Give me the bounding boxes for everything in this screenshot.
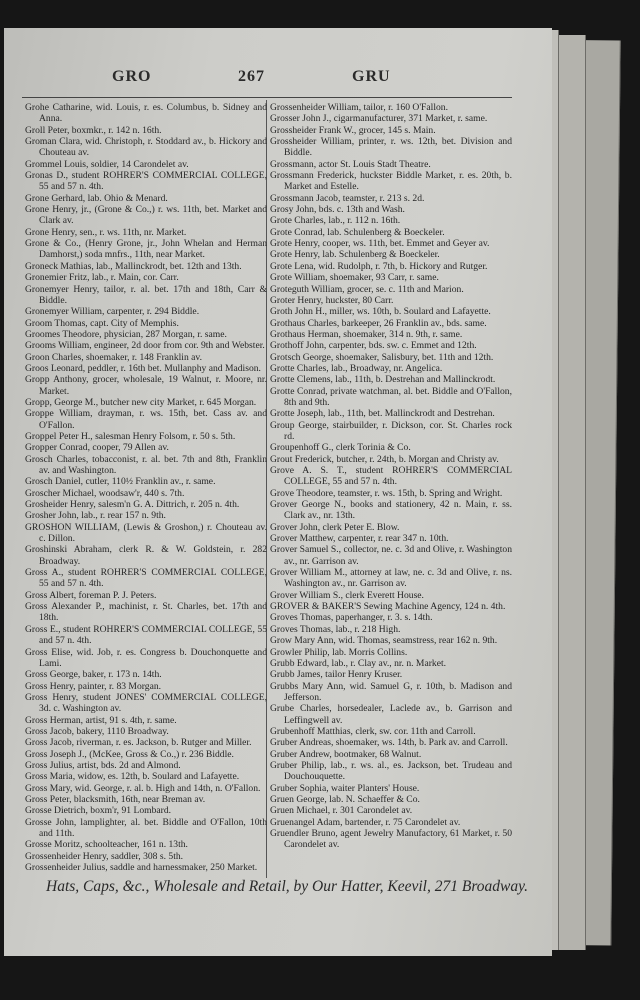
- directory-entry: Gross Alexander P., machinist, r. St. Charles, bet. 17th and 18th.: [25, 601, 267, 624]
- directory-entry: Gruber Philip, lab., r. ws. al., es. Jackson, bet. Trudeau and Douchouquette.: [270, 759, 512, 783]
- directory-entry: Grossmann Frederick, huckster Biddle Market, r. es. 20th, b. Market and Estelle.: [270, 170, 512, 193]
- directory-entry: Grubenhoff Matthias, clerk, sw. cor. 11th and Carroll.: [270, 725, 476, 737]
- directory-entry: Gross George, baker, r. 173 n. 14th.: [25, 669, 162, 681]
- right-column: [270, 102, 512, 851]
- directory-entry: Gross Jacob, bakery, 1110 Broadway.: [25, 725, 169, 737]
- directory-entry: Grothaus Herman, shoemaker, 314 n. 9th, r. same.: [270, 328, 463, 340]
- directory-entry: Groter Henry, huckster, 80 Carr.: [270, 294, 394, 306]
- directory-entry: Gross Henry, student JONES' COMMERCIAL COLLEGE, 3d. c. Washington av.: [25, 691, 267, 715]
- footer-advertisement: Hats, Caps, &c., Wholesale and Retail, by Our Hatter, Keevil, 271 Broadway.: [46, 878, 529, 895]
- directory-entry: Grone Henry, jr., (Grone & Co.,) r. ws. 11th, bet. Market and Clark av.: [25, 204, 267, 227]
- directory-entry: Gronemyer Henry, tailor, r. al. bet. 17th and 18th, Carr & Biddle.: [25, 283, 267, 306]
- directory-entry: Gross E., student ROHRER'S COMMERCIAL COLLEGE, 55 and 57 n. 4th.: [25, 623, 267, 647]
- directory-entry: Groscher Michael, woodsaw'r, 440 s. 7th.: [25, 487, 185, 499]
- directory-entry: Gropp, George M., butcher new city Market, r. 645 Morgan.: [25, 396, 257, 408]
- directory-entry: Groteguth William, grocer, se. c. 11th and Marion.: [270, 283, 464, 295]
- directory-entry: Grosse John, lamplighter, al. bet. Biddle and O'Fallon, 10th and 11th.: [25, 816, 267, 839]
- directory-entry: Gross Julius, artist, bds. 2d and Almond.: [25, 759, 181, 771]
- directory-entry: Grossenheider Henry, saddler, 308 s. 5th.: [25, 850, 184, 862]
- directory-entry: Grossmann, actor St. Louis Stadt Theatre.: [270, 158, 431, 170]
- directory-entry: Grotte Conrad, private watchman, al. bet. Biddle and O'Fallon, 8th and 9th.: [270, 385, 512, 408]
- left-guide-word: GRO: [112, 68, 152, 85]
- directory-entry: Grover George N., books and stationery, 42 n. Main, r. ss. Clark av., nr. 13th.: [270, 499, 512, 522]
- directory-entry: Grubbs Mary Ann, wid. Samuel G, r. 10th, b. Madison and Jefferson.: [270, 680, 512, 703]
- directory-entry: Grosch Daniel, cutler, 110½ Franklin av., r. same.: [25, 476, 216, 488]
- directory-entry: Groneck Mathias, lab., Mallinckrodt, bet. 12th and 13th.: [25, 260, 242, 272]
- directory-entry: Gruber Sophia, waiter Planters' House.: [270, 782, 420, 794]
- directory-entry: Grommel Louis, soldier, 14 Carondelet av.: [25, 158, 189, 170]
- directory-entry: Groomes Theodore, physician, 287 Morgan, r. same.: [25, 328, 227, 340]
- directory-entry: Grotte Joseph, lab., 11th, bet. Mallinckrodt and Destrehan.: [270, 408, 495, 420]
- directory-entry: Gross Elise, wid. Job, r. es. Congress b. Douchonquette and Lami.: [25, 646, 267, 669]
- directory-entry: Groves Thomas, paperhanger, r. 3. s. 14th.: [270, 612, 433, 624]
- directory-entry: Grote William, shoemaker, 93 Carr, r. same.: [270, 272, 439, 284]
- directory-entry: Grover John, clerk Peter E. Blow.: [270, 521, 400, 533]
- directory-entry: Grubb James, tailor Henry Kruser.: [270, 669, 403, 681]
- directory-entry: Grotte Clemens, lab., 11th, b. Destrehan and Mallinckrodt.: [270, 374, 496, 386]
- directory-entry: Groom Thomas, capt. City of Memphis.: [25, 317, 179, 329]
- directory-entry: Groth John H., miller, ws. 10th, b. Soulard and Lafayette.: [270, 306, 491, 318]
- directory-entry: Grosse Moritz, schoolteacher, 161 n. 13th.: [25, 839, 188, 851]
- directory-entry: Grout Frederick, butcher, r. 24th, b. Morgan and Christy av.: [270, 453, 499, 465]
- directory-entry: Groos Leonard, peddler, r. 16th bet. Mullanphy and Madison.: [25, 362, 261, 374]
- directory-entry: Groppel Peter H., salesman Henry Folsom, r. 50 s. 5th.: [25, 430, 236, 442]
- directory-entry: Grote Charles, lab., r. 112 n. 16th.: [270, 215, 401, 227]
- directory-entry: Grosser John J., cigarmanufacturer, 371 Market, r. same.: [270, 113, 488, 125]
- directory-entry: Grooms William, engineer, 2d door from cor. 9th and Webster.: [25, 340, 265, 352]
- directory-entry: Groman Clara, wid. Christoph, r. Stoddard av., b. Hickory and Chouteau av.: [25, 136, 267, 159]
- directory-entry: Grosse Dietrich, boxm'r, 91 Lombard.: [25, 805, 172, 817]
- directory-entry: Grone Henry, sen., r. ws. 11th, nr. Market.: [25, 226, 187, 238]
- directory-entry: Gross Mary, wid. George, r. al. b. High and 14th, n. O'Fallon.: [25, 782, 261, 794]
- directory-entry: Gross Peter, blacksmith, 16th, near Breman av.: [25, 793, 206, 805]
- directory-entry: Group George, stairbuilder, r. Dickson, cor. St. Charles rock rd.: [270, 419, 512, 442]
- directory-entry: Grosch Charles, tobacconist, r. al. bet. 7th and 8th, Franklin av. and Washington.: [25, 453, 267, 476]
- directory-entry: Gropper Conrad, cooper, 79 Allen av.: [25, 442, 169, 454]
- directory-entry: Grone Gerhard, lab. Ohio & Menard.: [25, 192, 168, 204]
- directory-entry: Grube Charles, horsedealer, Laclede av., b. Garrison and Leffingwell av.: [270, 703, 512, 726]
- directory-entry: Grossmann Jacob, teamster, r. 213 s. 2d.: [270, 192, 425, 204]
- directory-entry: Gross Herman, artist, 91 s. 4th, r. same.: [25, 714, 177, 726]
- directory-entry: Gronas D., student ROHRER'S COMMERCIAL COLLEGE, 55 and 57 n. 4th.: [25, 170, 267, 193]
- directory-entry: GROVER & BAKER'S Sewing Machine Agency, 124 n. 4th.: [270, 601, 506, 613]
- directory-entry: Grubb Edward, lab., r. Clay av., nr. n. Market.: [270, 657, 447, 669]
- directory-entry: Gross Jacob, riverman, r. es. Jackson, b. Rutger and Miller.: [25, 737, 252, 749]
- directory-entry: Grohe Catharine, wid. Louis, r. es. Columbus, b. Sidney and Anna.: [25, 102, 267, 125]
- directory-entry: Groon Charles, shoemaker, r. 148 Franklin av.: [25, 351, 202, 363]
- directory-entry: Grossheider Frank W., grocer, 145 s. Main.: [270, 124, 436, 136]
- directory-entry: Grote Conrad, lab. Schulenberg & Boeckeler.: [270, 226, 445, 238]
- directory-entry: Groves Thomas, lab., r. 218 High.: [270, 623, 401, 635]
- directory-entry: Growler Philip, lab. Morris Collins.: [270, 646, 408, 658]
- directory-entry: Grosy John, bds. c. 13th and Wash.: [270, 204, 405, 216]
- directory-entry: Grover William S., clerk Everett House.: [270, 589, 424, 601]
- directory-entry: Groppe William, drayman, r. ws. 15th, bet. Cass av. and O'Fallon.: [25, 408, 267, 431]
- right-guide-word: GRU: [352, 68, 391, 85]
- page-number: 267: [238, 68, 265, 85]
- directory-entry: Groupenhoff G., clerk Torinia & Co.: [270, 442, 411, 454]
- directory-entry: Gruber Andreas, shoemaker, ws. 14th, b. Park av. and Carroll.: [270, 737, 508, 749]
- header-rule: [22, 97, 512, 98]
- directory-entry: Grove Theodore, teamster, r. ws. 15th, b. Spring and Wright.: [270, 487, 503, 499]
- directory-entry: Gruenangel Adam, bartender, r. 75 Carondelet av.: [270, 816, 461, 828]
- directory-entry: Gross Maria, widow, es. 12th, b. Soulard and Lafayette.: [25, 771, 240, 783]
- directory-entry: Groshinski Abraham, clerk R. & W. Goldstein, r. 282 Broadway.: [25, 544, 267, 567]
- directory-entry: Gropp Anthony, grocer, wholesale, 19 Walnut, r. Moore, nr. Market.: [25, 374, 267, 397]
- directory-entry: Grover Samuel S., collector, ne. c. 3d and Olive, r. Washington av., nr. Garrison av.: [270, 544, 512, 567]
- directory-entry: Grow Mary Ann, wid. Thomas, seamstress, rear 162 n. 9th.: [270, 635, 498, 647]
- directory-entry: Grothaus Charles, barkeeper, 26 Franklin av., bds. same.: [270, 317, 487, 329]
- directory-entry: Gross A., student ROHRER'S COMMERCIAL COLLEGE, 55 and 57 n. 4th.: [25, 567, 267, 590]
- directory-entry: Gronemyer William, carpenter, r. 294 Biddle.: [25, 306, 200, 318]
- left-column: [25, 102, 267, 873]
- directory-entry: Grothoff John, carpenter, bds. sw. c. Emmet and 12th.: [270, 340, 477, 352]
- directory-entry: Grone & Co., (Henry Grone, jr., John Whelan and Herman Damhorst,) soda mnfrs., 11th, near Market.: [25, 238, 267, 261]
- directory-entry: Grotsch George, shoemaker, Salisbury, bet. 11th and 12th.: [270, 351, 494, 363]
- directory-entry: Gross Henry, painter, r. 83 Morgan.: [25, 680, 162, 692]
- directory-entry: Gruendler Bruno, agent Jewelry Manufactory, 61 Market, r. 50 Carondelet av.: [270, 828, 512, 851]
- directory-entry: Grote Henry, lab. Schulenberg & Boeckeler.: [270, 249, 440, 261]
- directory-entry: Grossheider William, printer, r. ws. 12th, bet. Division and Biddle.: [270, 136, 512, 159]
- directory-entry: GROSHON WILLIAM, (Lewis & Groshon,) r. Chouteau av. c. Dillon.: [25, 521, 267, 545]
- directory-entry: Grosher John, lab., r. rear 157 n. 9th.: [25, 510, 166, 522]
- directory-entry: Grover Matthew, carpenter, r. rear 347 n. 10th.: [270, 533, 449, 545]
- directory-entry: Grove A. S. T., student ROHRER'S COMMERCIAL COLLEGE, 55 and 57 n. 4th.: [270, 465, 512, 488]
- directory-entry: Gross Albert, foreman P. J. Peters.: [25, 589, 157, 601]
- directory-entry: Gross Joseph J., (McKee, Gross & Co.,) r. 236 Biddle.: [25, 748, 234, 760]
- directory-entry: Grotte Charles, lab., Broadway, nr. Angelica.: [270, 362, 443, 374]
- directory-entry: Gruen Michael, r. 301 Carondelet av.: [270, 805, 413, 817]
- directory-entry: Grover William M., attorney at law, ne. c. 3d and Olive, r. ns. Washington av., nr. Garrison av.: [270, 567, 512, 590]
- directory-entry: Grosheider Henry, salesm'n G. A. Dittrich, r. 205 n. 4th.: [25, 499, 240, 511]
- directory-entry: Gronemier Fritz, lab., r. Main, cor. Carr.: [25, 272, 179, 284]
- directory-entry: Gruen George, lab. N. Schaeffer & Co.: [270, 793, 420, 805]
- directory-entry: Grote Henry, cooper, ws. 11th, bet. Emmet and Geyer av.: [270, 238, 490, 250]
- directory-entry: Groll Peter, boxmkr., r. 142 n. 16th.: [25, 124, 162, 136]
- directory-entry: Grossenheider Julius, saddle and harnessmaker, 250 Market.: [25, 862, 258, 874]
- directory-entry: Grote Lena, wid. Rudolph, r. 7th, b. Hickory and Rutger.: [270, 260, 488, 272]
- directory-entry: Grossenheider William, tailor, r. 160 O'Fallon.: [270, 102, 448, 113]
- directory-entry: Gruber Andrew, bootmaker, 68 Walnut.: [270, 748, 422, 760]
